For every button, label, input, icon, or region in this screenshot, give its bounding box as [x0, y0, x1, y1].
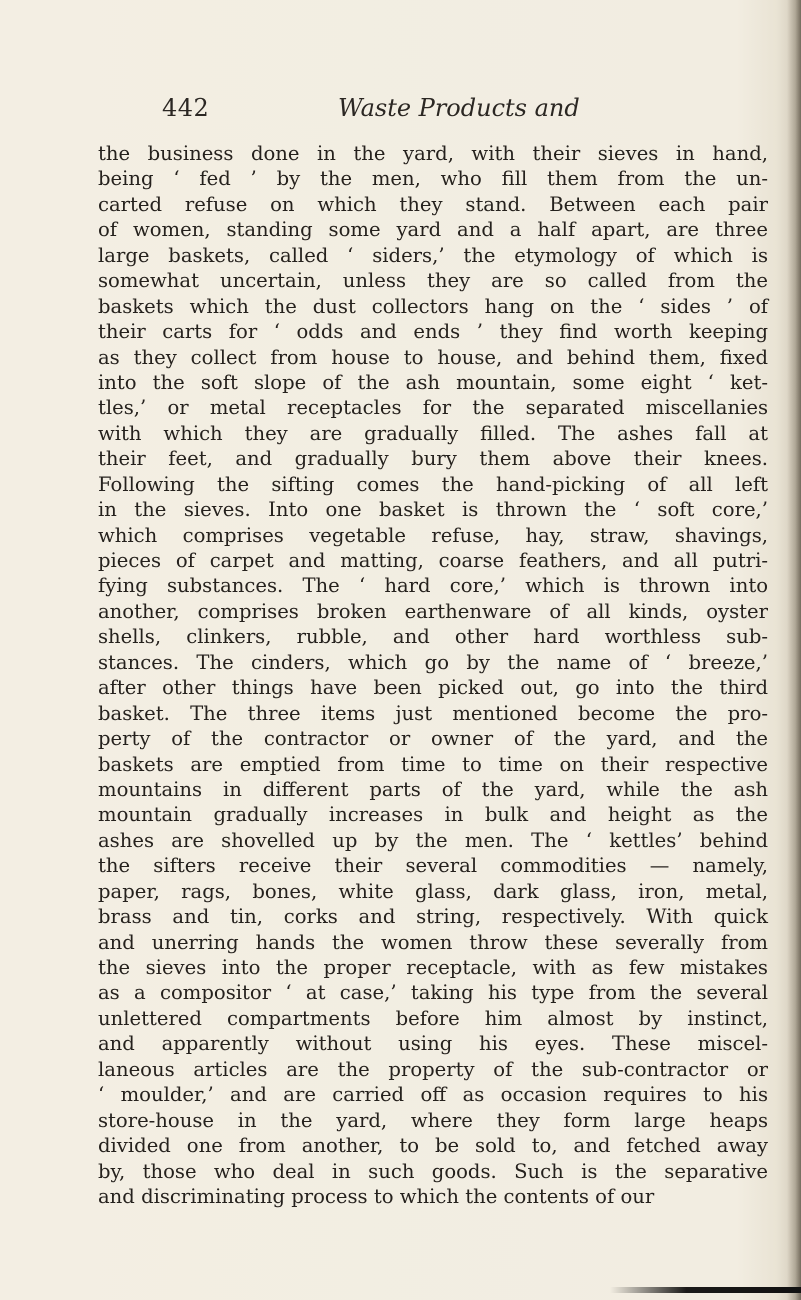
bottom-edge-rule [610, 1287, 801, 1293]
text-line: being ‘ fed ’ by the men, who fill them from the un- [98, 167, 768, 191]
text-line: mountains in different parts of the yard, while the ash [98, 777, 768, 801]
text-line: unlettered compartments before him almost by instinct, [98, 1006, 768, 1030]
text-line: of women, standing some yard and a half apart, are three [98, 218, 768, 242]
text-line: and apparently without using his eyes. These miscel- [98, 1032, 768, 1056]
text-line: ‘ moulder,’ and are carried off as occasion requires to his [98, 1083, 768, 1107]
text-line: mountain gradually increases in bulk and height as the [98, 803, 768, 827]
text-line: basket. The three items just mentioned become the pro- [98, 701, 768, 725]
body-text [98, 141, 768, 1209]
text-line: ashes are shovelled up by the men. The ‘ kettles’ behind [98, 828, 768, 852]
text-line: into the soft slope of the ash mountain, some eight ‘ ket- [98, 370, 768, 394]
text-line: and discriminating process to which the contents of our [98, 1184, 655, 1208]
text-line: large baskets, called ‘ siders,’ the etymology of which is [98, 243, 768, 267]
text-line: perty of the contractor or owner of the yard, and the [98, 727, 768, 751]
text-line: tles,’ or metal receptacles for the separated miscellanies [98, 396, 768, 420]
text-line: by, those who deal in such goods. Such is the separative [98, 1159, 768, 1183]
text-line: somewhat uncertain, unless they are so called from the [98, 269, 768, 293]
text-line: their feet, and gradually bury them above their knees. [98, 447, 768, 471]
text-line: the sifters receive their several commodities — namely, [98, 854, 768, 878]
page-number: 442 [162, 94, 210, 122]
text-line: with which they are gradually filled. The ashes fall at [98, 421, 768, 445]
text-line: as a compositor ‘ at case,’ taking his type from the several [98, 981, 768, 1005]
text-line: another, comprises broken earthenware of all kinds, oyster [98, 599, 768, 623]
text-line: after other things have been picked out, go into the third [98, 676, 768, 700]
text-line: fying substances. The ‘ hard core,’ which is thrown into [98, 574, 768, 598]
text-line: Following the sifting comes the hand-picking of all left [98, 472, 768, 496]
text-line: their carts for ‘ odds and ends ’ they find worth keeping [98, 320, 768, 344]
text-line: divided one from another, to be sold to, and fetched away [98, 1134, 768, 1158]
text-line: as they collect from house to house, and behind them, fixed [98, 345, 768, 369]
text-line: which comprises vegetable refuse, hay, straw, shavings, [98, 523, 768, 547]
text-line: stances. The cinders, which go by the name of ‘ breeze,’ [98, 650, 768, 674]
text-line: baskets which the dust collectors hang on the ‘ sides ’ of [98, 294, 768, 318]
text-line: the business done in the yard, with their sieves in hand, [98, 142, 768, 165]
text-line: brass and tin, corks and string, respectively. With quick [98, 905, 768, 929]
running-title: Waste Products and [338, 94, 580, 122]
page-edge-shadow [787, 0, 801, 1300]
text-line: baskets are emptied from time to time on their respective [98, 752, 768, 776]
running-head [126, 94, 766, 134]
text-line: the sieves into the proper receptacle, with as few mistakes [98, 956, 768, 979]
text-line: in the sieves. Into one basket is thrown the ‘ soft core,’ [98, 498, 768, 522]
text-line: store-house in the yard, where they form large heaps [98, 1108, 768, 1132]
text-line: laneous articles are the property of the sub-contractor or [98, 1057, 768, 1081]
text-line: shells, clinkers, rubble, and other hard worthless sub- [98, 625, 768, 649]
text-line: pieces of carpet and matting, coarse feathers, and all putri- [98, 549, 768, 572]
text-line: carted refuse on which they stand. Between each pair [98, 192, 768, 216]
text-line: paper, rags, bones, white glass, dark glass, iron, metal, [98, 879, 768, 903]
text-line: and unerring hands the women throw these severally from [98, 930, 768, 954]
